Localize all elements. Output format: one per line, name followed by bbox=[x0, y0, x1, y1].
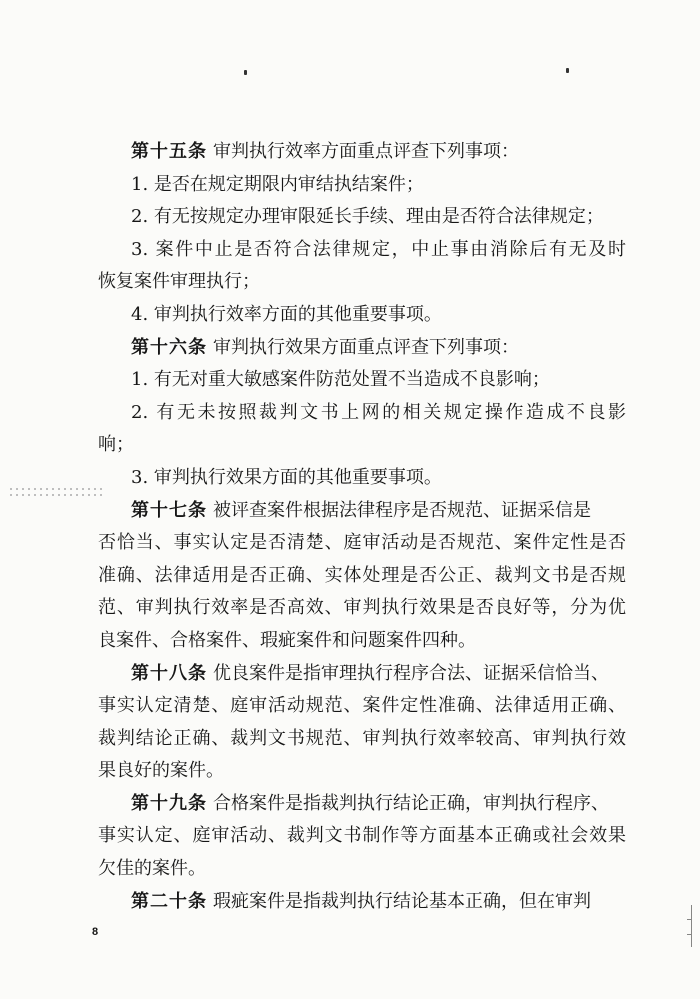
line-text: 审判执行效率方面重点评查下列事项： bbox=[213, 141, 519, 162]
article-title: 第十九条 bbox=[131, 792, 207, 814]
scan-noise bbox=[8, 486, 104, 498]
text-line: 良案件、合格案件、瑕疵案件和问题案件四种。 bbox=[98, 629, 476, 651]
article-title: 第十五条 bbox=[131, 141, 207, 162]
document-body bbox=[98, 136, 626, 918]
article-20-line bbox=[98, 886, 626, 919]
text-line: 1. 是否在规定期限内审结执结案件； bbox=[131, 173, 424, 195]
article-title: 第十八条 bbox=[131, 662, 207, 684]
scan-speck bbox=[566, 68, 569, 73]
text-line: 3. 审判执行效果方面的其他重要事项。 bbox=[131, 466, 442, 488]
text-line: 裁判结论正确、裁判文书规范、审判执行效率较高、审判执行效 bbox=[98, 727, 626, 749]
text-line: 2. 有无按规定办理审限延长手续、理由是否符合法律规定； bbox=[131, 206, 604, 228]
text-line: 响； bbox=[98, 434, 134, 456]
text-line: 事实认定、庭审活动、裁判文书制作等方面基本正确或社会效果 bbox=[98, 825, 626, 847]
article-17-line bbox=[98, 495, 626, 528]
line-text: 审判执行效果方面重点评查下列事项： bbox=[213, 336, 519, 358]
text-line: 4. 审判执行效率方面的其他重要事项。 bbox=[131, 303, 442, 325]
line-text: 优良案件是指审理执行程序合法、证据采信恰当、 bbox=[213, 662, 609, 684]
text-line: 否恰当、事实认定是否清楚、庭审活动是否规范、案件定性是否 bbox=[98, 532, 626, 554]
article-16-line bbox=[98, 332, 626, 365]
article-18-line bbox=[98, 658, 626, 691]
line-text: 合格案件是指裁判执行结论正确，审判执行程序、 bbox=[213, 792, 609, 814]
page-number: 8 bbox=[92, 926, 99, 938]
line-text: 被评查案件根据法律程序是否规范、证据采信是 bbox=[213, 499, 591, 521]
text-line: 事实认定清楚、庭审活动规范、案件定性准确、法律适用正确、 bbox=[98, 695, 626, 717]
article-title: 第十六条 bbox=[131, 336, 207, 358]
text-line: 果良好的案件。 bbox=[98, 760, 224, 782]
article-title: 第二十条 bbox=[131, 890, 207, 912]
text-line: 恢复案件审理执行； bbox=[98, 271, 260, 293]
line-text: 瑕疵案件是指裁判执行结论基本正确，但在审判 bbox=[213, 890, 591, 912]
text-line: 范、审判执行效率是否高效、审判执行效果是否良好等，分为优 bbox=[98, 597, 626, 619]
text-line: 3. 案件中止是否符合法律规定，中止事由消除后有无及时 bbox=[131, 238, 626, 260]
article-title: 第十七条 bbox=[131, 499, 207, 521]
text-line: 2. 有无未按照裁判文书上网的相关规定操作造成不良影 bbox=[131, 401, 626, 423]
article-15-line bbox=[98, 136, 626, 169]
article-19-line bbox=[98, 788, 626, 821]
scan-edge-mark bbox=[688, 905, 692, 947]
text-line: 欠佳的案件。 bbox=[98, 858, 206, 880]
text-line: 1. 有无对重大敏感案件防范处置不当造成不良影响； bbox=[131, 369, 550, 391]
text-line: 准确、法律适用是否正确、实体处理是否公正、裁判文书是否规 bbox=[98, 564, 626, 586]
scan-speck bbox=[244, 70, 247, 75]
